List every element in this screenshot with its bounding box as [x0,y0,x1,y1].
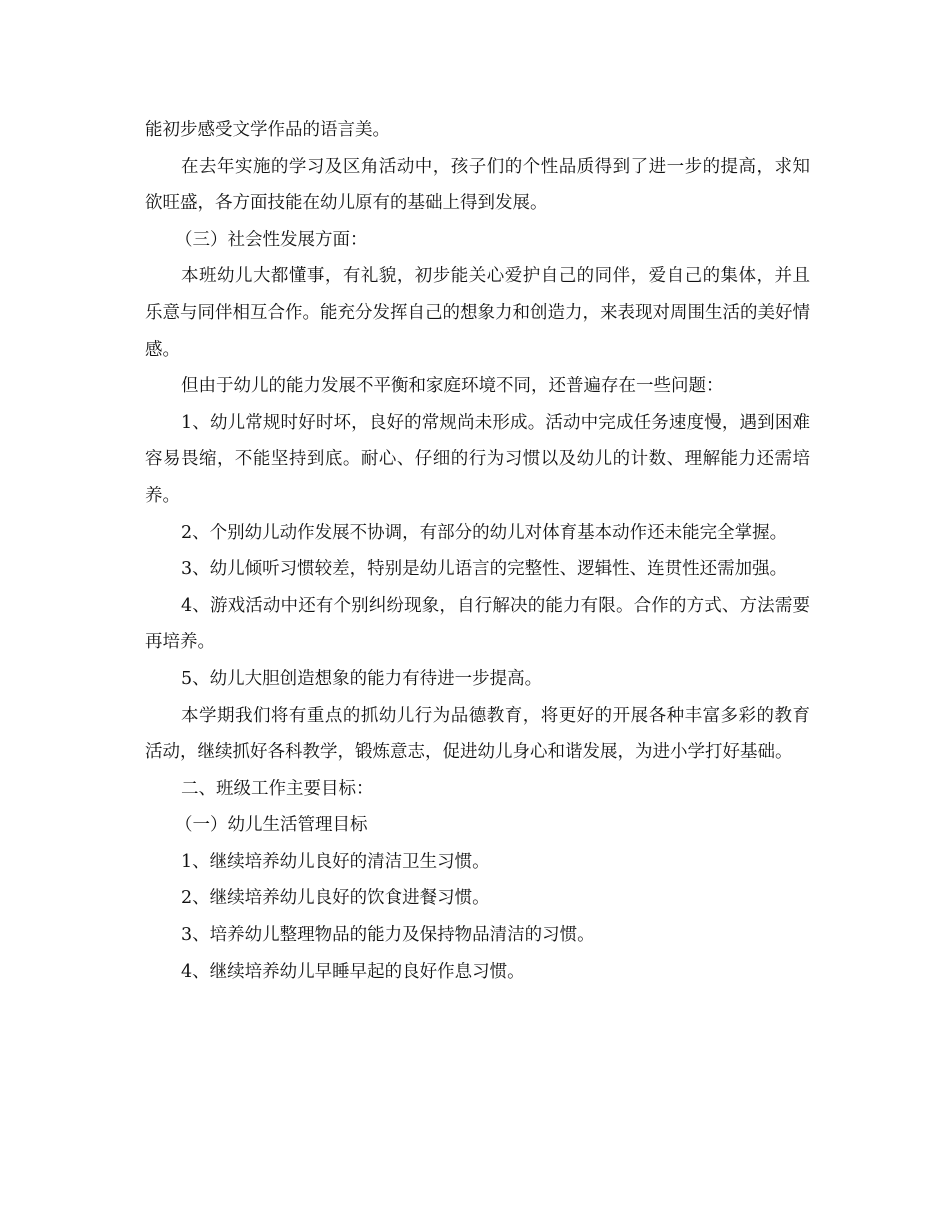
list-item: 1、幼儿常规时好时坏，良好的常规尚未形成。活动中完成任务速度慢，遇到困难容易畏缩，不能坚持到底。耐心、仔细的行为习惯以及幼儿的计数、理解能力还需培养。 [145,412,810,506]
list-item: 3、培养幼儿整理物品的能力及保持物品清洁的习惯。 [181,925,595,946]
paragraph: 在去年实施的学习及区角活动中，孩子们的个性品质得到了进一步的提高，求知欲旺盛，各方面技能在幼儿原有的基础上得到发展。 [145,156,810,214]
subsection-heading: （一）幼儿生活管理目标 [175,815,368,836]
paragraph: 能初步感受文学作品的语言美。 [145,120,390,140]
paragraph: 本学期我们将有重点的抓幼儿行为品德教育，将更好的开展各种丰富多彩的教育活动，继续抓好各科教学，锻炼意志，促进幼儿身心和谐发展，为进小学打好基础。 [145,705,810,763]
paragraph: 但由于幼儿的能力发展不平衡和家庭环境不同，还普遍存在一些问题： [181,376,724,397]
list-item: 2、继续培养幼儿良好的饮食进餐习惯。 [181,888,490,909]
section-heading: （三）社会性发展方面： [175,229,368,250]
section-heading: 二、班级工作主要目标： [181,778,374,799]
list-item: 1、继续培养幼儿良好的清洁卫生习惯。 [181,851,490,872]
list-item: 4、游戏活动中还有个别纠纷现象，自行解决的能力有限。合作的方式、方法需要再培养。 [145,595,810,653]
document-body [145,112,810,990]
list-item: 5、幼儿大胆创造想象的能力有待进一步提高。 [181,668,543,689]
list-item: 2、个别幼儿动作发展不协调，有部分的幼儿对体育基本动作还未能完全掌握。 [181,522,788,543]
list-item: 3、幼儿倾听习惯较差，特别是幼儿语言的完整性、逻辑性、连贯性还需加强。 [181,559,788,580]
list-item: 4、继续培养幼儿早睡早起的良好作息习惯。 [181,961,525,982]
paragraph: 本班幼儿大都懂事，有礼貌，初步能关心爱护自己的同伴，爱自己的集体，并且乐意与同伴相互合作。能充分发挥自己的想象力和创造力，来表现对周围生活的美好情感。 [145,266,810,360]
